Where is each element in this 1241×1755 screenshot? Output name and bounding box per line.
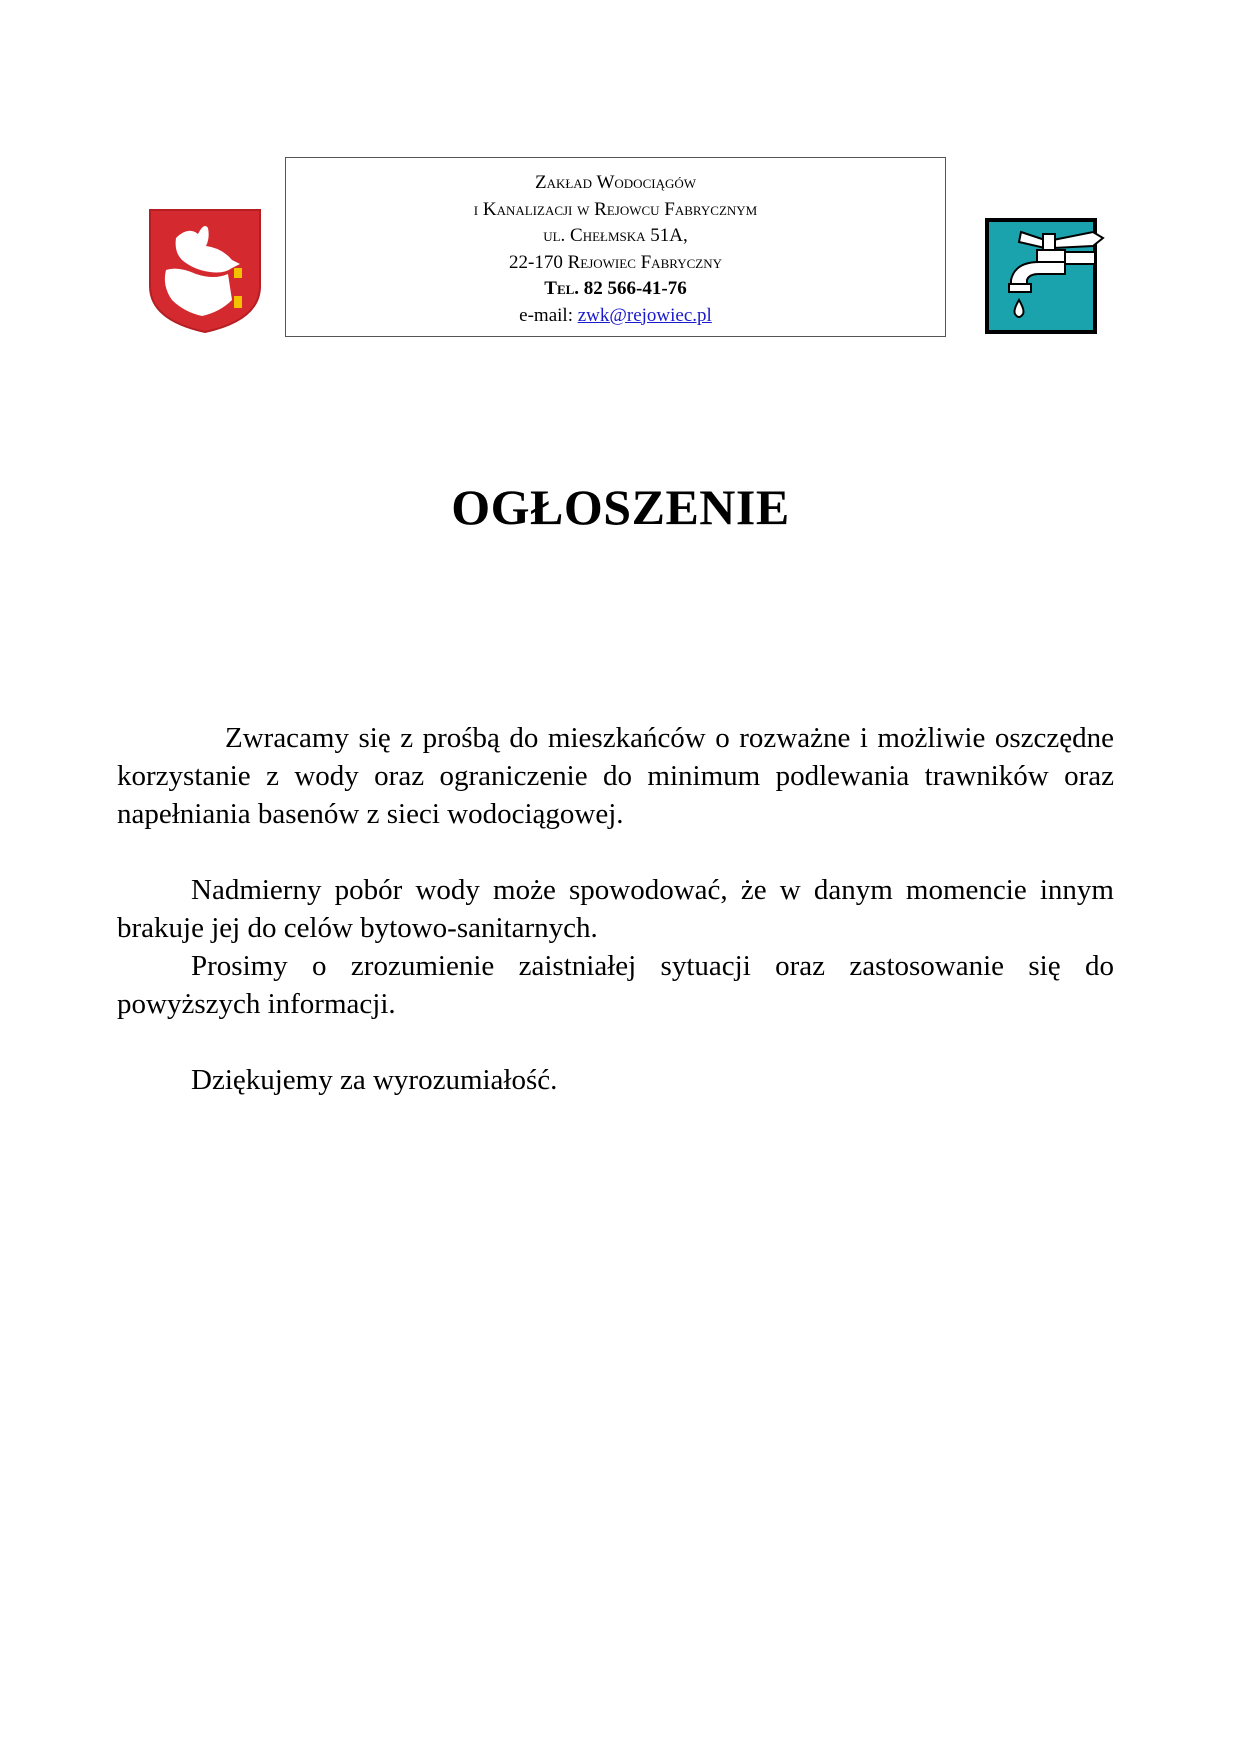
page-title: OGŁOSZENIE	[451, 479, 790, 535]
announcement-body	[117, 719, 1114, 1099]
company-name-line2: i Kanalizacji w Rejowcu Fabrycznym	[473, 198, 758, 220]
street-address: ul. Chełmska 51A,	[543, 225, 688, 246]
coat-of-arms-icon	[148, 208, 262, 334]
email-line	[286, 303, 945, 330]
phone-number: Tel. 82 566-41-76	[544, 278, 687, 299]
water-tap-icon	[985, 218, 1105, 334]
company-name: Zakład Wodociągów	[534, 172, 697, 193]
email-link[interactable]: zwk@rejowiec.pl	[577, 304, 712, 326]
paragraph-request: Zwracamy się z prośbą do mieszkańców o rozważne i możliwie oszczędne korzystanie z wody oraz ograniczenie do minimum podlewania trawników oraz napełniania basenów z sieci wodociągowej.	[117, 722, 1114, 830]
postal-address: 22-170 Rejowiec Fabryczny	[509, 251, 722, 273]
paragraph-consequence: Nadmierny pobór wody może spowodować, że w danym momencie innym brakuje jej do celów bytowo-sanitarnych.	[117, 874, 1114, 944]
paragraph-thanks: Dziękujemy za wyrozumiałość.	[191, 1064, 558, 1096]
header-box	[285, 157, 946, 337]
paragraph-appeal: Prosimy o zrozumienie zaistniałej sytuacji oraz zastosowanie się do powyższych informacji.	[117, 950, 1114, 1020]
email-label: e-mail:	[519, 304, 578, 326]
